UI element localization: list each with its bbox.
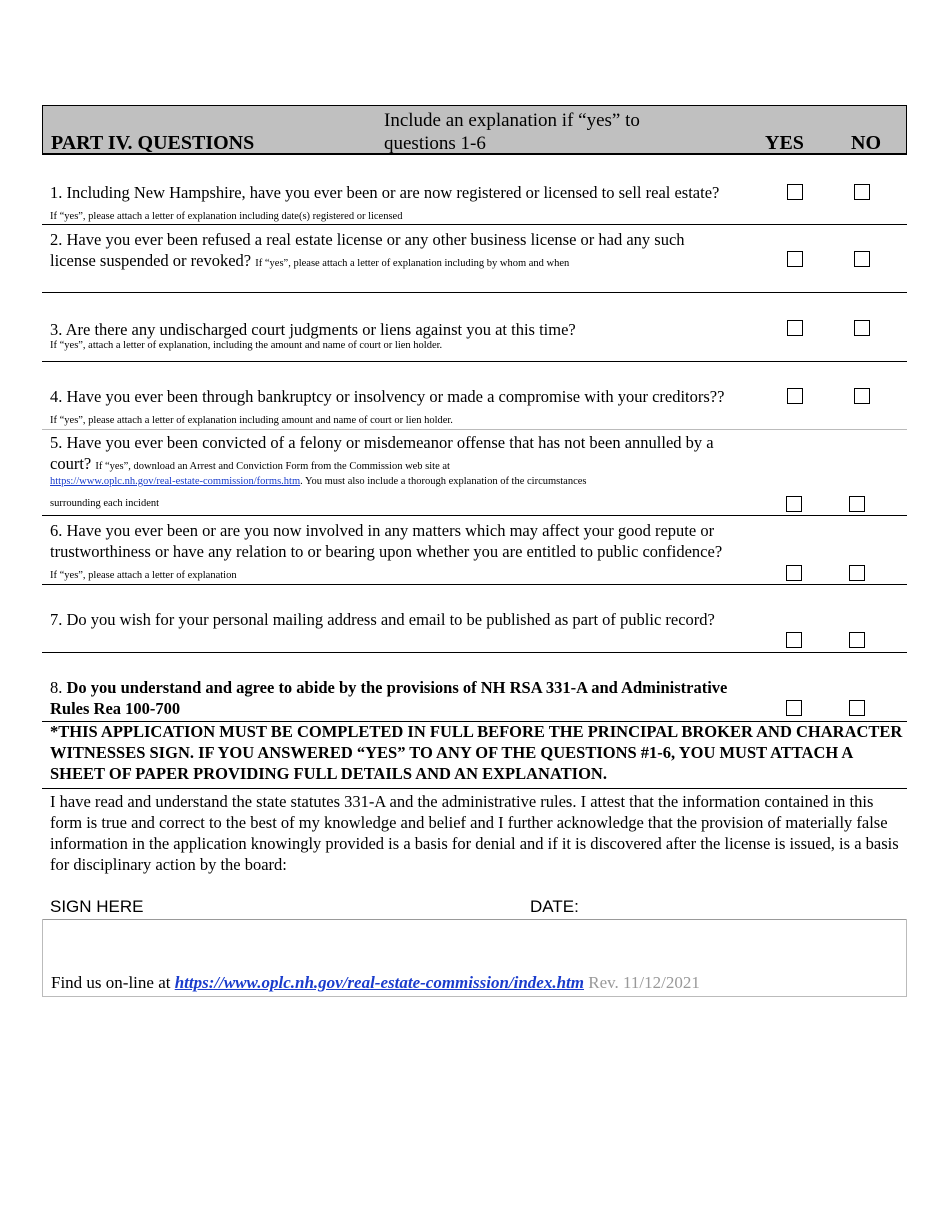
completion-warning: *THIS APPLICATION MUST BE COMPLETED IN FULL BEFORE THE PRINCIPAL BROKER AND CHARACTER WITNESSES SIGN. IF YOU ANSWERED “YES” TO ANY OF THE QUESTIONS #1-6, YOU MUST ATTACH A SHEET OF PAPER PROVIDING FULL DETAILS AND AN EXPLANATION. xyxy=(42,721,907,789)
question-1-main: 1. Including New Hampshire, have you ever been or are now registered or licensed to sell real estate? xyxy=(50,183,720,202)
question-1-text xyxy=(50,182,730,224)
question-2-note: If “yes”, please attach a letter of explanation including by whom and when xyxy=(255,258,570,269)
sign-here-label: SIGN HERE xyxy=(50,897,144,916)
question-3-row xyxy=(42,292,907,362)
question-5-note-2: . You must also include a thorough explanation of the circumstances xyxy=(300,476,587,487)
question-6-text xyxy=(50,520,730,583)
question-5-note-3: surrounding each incident xyxy=(50,498,160,509)
date-label: DATE: xyxy=(530,897,579,916)
question-2-no-checkbox[interactable] xyxy=(854,251,870,267)
question-2-yes-checkbox[interactable] xyxy=(787,251,803,267)
question-1-note: If “yes”, please attach a letter of explanation including date(s) registered or licensed xyxy=(50,211,403,222)
part-iv-questions-form xyxy=(42,105,907,992)
question-4-main: 4. Have you ever been through bankruptcy or insolvency or made a compromise with your creditors?? xyxy=(50,387,725,406)
question-5-yes-checkbox[interactable] xyxy=(786,496,802,512)
question-8-yes-checkbox[interactable] xyxy=(786,700,802,716)
question-6-main: 6. Have you ever been or are you now involved in any matters which may affect your good repute or trustworthiness or have any relation to or bearing upon whether you are entitled to public confidence? xyxy=(50,521,723,561)
attestation-statement: I have read and understand the state statutes 331-A and the administrative rules. I attest that the information contained in this form is true and correct to the best of my knowledge and belief and I further acknowledge that the provision of materially false information in the application knowingly provided is a basis for denial and if it is discovered after the license is issued, is a basis for disciplinary action by the board: xyxy=(50,792,899,874)
footer xyxy=(42,919,907,997)
section-header xyxy=(42,105,907,155)
question-5-row xyxy=(42,429,907,516)
question-4-row xyxy=(42,361,907,430)
revision-date: Rev. 11/12/2021 xyxy=(584,973,700,992)
question-2-main: 2. Have you ever been refused a real estate license or any other business license or had any such license suspended or revoked? xyxy=(50,230,685,270)
section-note: Include an explanation if “yes” to questions 1-6 xyxy=(384,110,640,154)
question-6-row xyxy=(42,515,907,585)
question-3-text xyxy=(50,319,770,352)
question-7-yes-checkbox[interactable] xyxy=(786,632,802,648)
question-3-note: If “yes”, attach a letter of explanation, including the amount and name of court or lien holder. xyxy=(50,340,443,351)
question-5-main: 5. Have you ever been convicted of a felony or misdemeanor offense that has not been annulled by a court? xyxy=(50,433,714,473)
no-column-header: NO xyxy=(851,132,881,154)
question-7-row xyxy=(42,584,907,653)
question-5-no-checkbox[interactable] xyxy=(849,496,865,512)
signature-row xyxy=(42,897,907,920)
yes-column-header: YES xyxy=(765,132,804,154)
question-4-no-checkbox[interactable] xyxy=(854,388,870,404)
question-8-row xyxy=(42,652,907,722)
question-5-note: If “yes”, download an Arrest and Conviction Form from the Commission web site at xyxy=(95,461,450,472)
question-6-yes-checkbox[interactable] xyxy=(786,565,802,581)
question-8-no-checkbox[interactable] xyxy=(849,700,865,716)
question-4-note: If “yes”, please attach a letter of explanation including amount and name of court or lien holder. xyxy=(50,415,453,426)
question-8-main: Do you understand and agree to abide by the provisions of NH RSA 331-A and Administrative Rules Rea 100-700 xyxy=(50,678,728,718)
question-1-yes-checkbox[interactable] xyxy=(787,184,803,200)
question-6-no-checkbox[interactable] xyxy=(849,565,865,581)
question-2-text xyxy=(50,229,730,271)
question-8-text xyxy=(50,677,730,719)
section-title: PART IV. QUESTIONS xyxy=(51,132,255,154)
question-7-main: 7. Do you wish for your personal mailing address and email to be published as part of public record? xyxy=(50,610,715,629)
question-2-row xyxy=(42,224,907,293)
footer-line xyxy=(51,973,700,993)
question-5-text xyxy=(50,432,730,510)
question-6-note: If “yes”, please attach a letter of explanation xyxy=(50,570,237,581)
website-link[interactable]: https://www.oplc.nh.gov/real-estate-commission/index.htm xyxy=(174,973,585,992)
question-1-no-checkbox[interactable] xyxy=(854,184,870,200)
question-8-prefix: 8. xyxy=(50,678,63,697)
question-3-main: 3. Are there any undischarged court judgments or liens against you at this time? xyxy=(50,320,576,339)
question-7-text xyxy=(50,609,730,630)
arrest-form-link[interactable]: https://www.oplc.nh.gov/real-estate-commission/forms.htm xyxy=(50,476,301,487)
question-4-yes-checkbox[interactable] xyxy=(787,388,803,404)
question-7-no-checkbox[interactable] xyxy=(849,632,865,648)
question-1-row xyxy=(42,155,907,225)
footer-prefix: Find us on-line at xyxy=(51,973,175,992)
question-4-text xyxy=(50,386,730,428)
question-3-yes-checkbox[interactable] xyxy=(787,320,803,336)
question-3-no-checkbox[interactable] xyxy=(854,320,870,336)
